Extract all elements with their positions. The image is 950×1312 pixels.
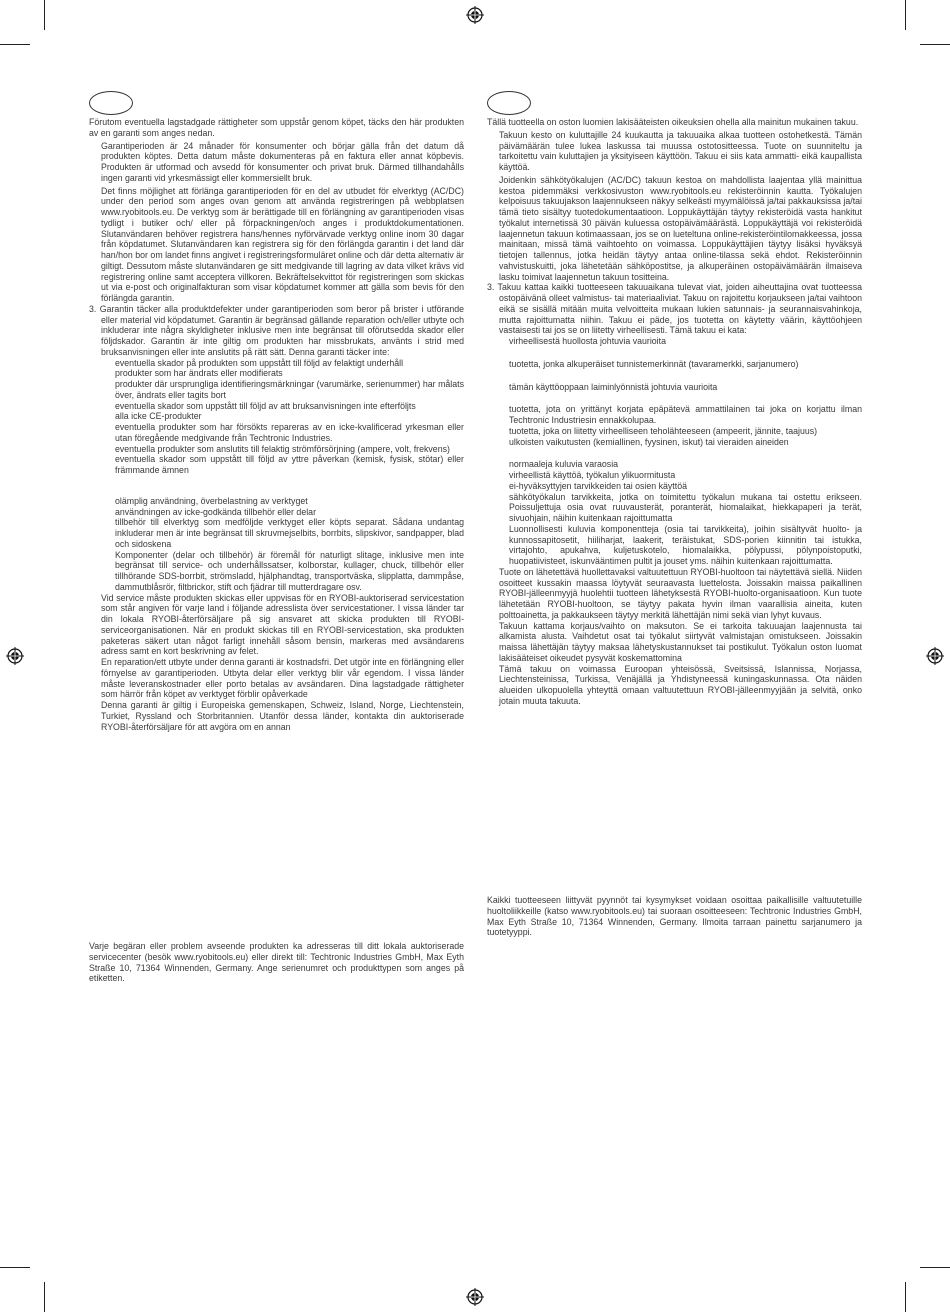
exclusion-item: tämän käyttöoppaan laiminlyönnistä johtuvia vaurioita xyxy=(509,381,718,392)
extended-warranty-paragraph: Det finns möjlighet att förlänga garantiperioden för en del av utbudet för elverktyg (AC/DC) under den period som anges ovan genom att använda registreringen på webbplatsen www.ryobitools.eu. De verktyg som är berättigade till en förlängning av garantiperioden visas tydligt i butiker och/ eller på förpackningen/och anges i produktdokumentationen. Slutanvändaren behöver registrera hans/hennes nyförvärvade verktyg online inom 30 dagar från köpdatumet. Slutanvändaren kan registrera sig för den förlängda garantin i det land där han/hon bor om landet finns angivet i registreringsformuläret online och där detta alternativ är giltigt. Dessutom måste slutanvändaren ge sitt medgivande till lagring av data vilket krävs vid registrering online samt acceptera villkoren. Bekräftelsekvittot för registreringen som skickas ut via e-post och originalfakturan som visar köpdatumet kommer att gälla som bevis för den förlängda garantin. xyxy=(101,185,464,303)
exclusion-item: tuotetta, jota on yrittänyt korjata epäpätevä ammattilainen tai joka on korjattu ilman Techtronic Industriesin ennakkolupaa. xyxy=(509,404,862,425)
exclusion-item: normaaleja kuluvia varaosia xyxy=(509,459,619,470)
validity-paragraph: Denna garanti är giltig i Europeiska gemenskapen, Schweiz, Island, Norge, Liechtenstein, Turkiet, Ryssland och Storbritannien. Utanför dessa länder, kontakta din auktoriserade RYOBI-återförsäljare för att avgöra om en annan xyxy=(101,700,464,732)
crop-mark xyxy=(920,1267,950,1268)
extended-warranty-paragraph: Joidenkin sähkötyökalujen (AC/DC) takuun kestoa on mahdollista laajentaa yllä mainittua kestoa pidemmäksi verkkosivuston www.ryobitools.eu rekisteröinnin kautta. Työkalujen kelpoisuus takuujakson laajennukseen näkyy selkeästi myymälöissä ja/tai pakkauksissa ja/tai tämä tieto sisältyy tuotedokumentaatioon. Loppukäyttäjän täytyy rekisteröidä vasta hankitut työkalut internetissä 30 päivän kuluessa ostopäivämäärästä. Loppukäyttäjä voi rekisteröidä laajennetun takuun kotimaassaan, jos se on lueteltuna online-rekisteröintilomakkeessa, jossa mainitaan, missä tämä vaihtoehto on voimassa. Loppukäyttäjien täytyy lisäksi hyväksyä tietojen tallennus, jotka heidän täytyy antaa online-tilassa sekä ehdot. Rekisteröinnin vahvistuskuitti, joka lähetetään sähköpostitse, ja alkuperäinen ostopäivämäärän ilmaiseva lasku toimivat laajennetun takuun tositteina. xyxy=(499,174,862,282)
swedish-contact-footer: Varje begäran eller problem avseende produkten ka adresseras till ditt lokala auktoriserade servicecenter (besök www.ryobitools.eu) eller direkt till: Techtronic Industries GmbH, Max Eyth Straße 10, 71364 Winnenden, Germany. Ange serienumret och produkttypen som anges på etiketten. xyxy=(89,941,464,984)
exclusion-item: Luonnollisesti kuluvia komponentteja (osia tai tarvikkeita), joihin sisältyvät huolto- ja kunnossapitosetit, hiiliharjat, laakerit, teräistukat, SDS-porien kiinnitin tai istukka, virtajohto, apukahva, kuljetuskotelo, hiomalaikka, pölypussi, pölynpoistoputki, huopatiivisteet, iskunvääntimen pultit ja jouset yms. näihin kuitenkaan rajoittumatta. xyxy=(509,523,862,566)
exclusion-item: Komponenter (delar och tillbehör) är föremål för naturligt slitage, inklusive men inte begränsat till service- och underhållssatser, kolborstar, kullager, chuck, tillbehör eller tillhörande SDS-borrbit, strömsladd, hjälphandtag, transportväska, slipplatta, dammpåse, dammutblåsrör, filtbrickor, stift och fjädrar till mutterdragare osv. xyxy=(115,549,464,592)
exclusion-item: eventuella skador som uppstått till följd av yttre påverkan (kemisk, fysisk, stötar) eller främmande ämnen xyxy=(115,454,464,475)
intro-paragraph: Tällä tuotteella on oston luomien lakisääteisten oikeuksien ohella alla mainitun mukainen takuu. xyxy=(487,117,859,127)
exclusion-item: tillbehör till elverktyg som medföljde verktyget eller köpts separat. Sådana undantag inkluderar men är inte begränsat till skruvmejselbits, borrbits, slipskivor, sandpapper, blad och sidoskena xyxy=(115,517,464,549)
exclusion-item: virheellisestä huollosta johtuvia vaurioita xyxy=(509,336,666,346)
registration-mark-icon xyxy=(926,647,944,665)
exclusion-item: eventuella produkter som anslutits till felaktig strömförsörjning (ampere, volt, frekvens) xyxy=(115,443,450,454)
exclusion-item: eventuella produkter som har försökts repareras av en icke-kvalificerad yrkesman eller utan föregående medgivande från Techtronic Industries. xyxy=(115,422,464,443)
registration-mark-icon xyxy=(6,647,24,665)
finnish-contact-footer: Kaikki tuotteeseen liittyvät pyynnöt tai kysymykset voidaan osoittaa paikallisille valtuutetuille huoltoliikkeille (katso www.ryobitools.eu) tai suoraan osoitteeseen: Techtronic Industries GmbH, Max Eyth Straße 10, 71364 Winnenden, Germany. Ilmoita tarraan painettu sarjanumero ja tuotetyyppi. xyxy=(487,895,862,938)
exclusion-item: ei-hyväksyttyjen tarvikkeiden tai osien käyttöä xyxy=(509,480,687,491)
exclusion-item: sähkötyökalun tarvikkeita, jotka on toimitettu työkalun mukana tai ostettu erikseen. Poissuljettuja osia ovat ruuvausterät, poranterät, hiomalaikat, hiekkapaperi ja terät, sivuohjain, näihin kuitenkaan rajoittumatta xyxy=(509,491,862,523)
service-paragraph: Tuote on lähetettävä huollettavaksi valtuutettuun RYOBI-huoltoon tai näytettävä siellä. Niiden osoitteet kussakin maassa löytyvät seuraavasta luettelosta. Joissakin maissa paikallinen RYOBI-jälleenmyyjä huolehtii tuotteen lähetyksestä RYOBI-huolto-organisaatioon. Kun tuote lähetetään RYOBI-huoltoon, se täytyy pakata hyvin ilman vaarallisia aineita, kuten polttoainetta, ja pakkaukseen täytyy merkitä lähettäjän nimi sekä vian lyhyt kuvaus. xyxy=(499,566,862,620)
crop-mark xyxy=(0,1267,30,1268)
crop-mark xyxy=(44,1282,45,1312)
exclusion-item: ulkoisten vaikutusten (kemiallinen, fyysinen, iskut) tai vieraiden aineiden xyxy=(509,436,789,447)
exclusion-item: produkter där ursprungliga identifieringsmärkningar (varumärke, serienummer) har målats över, ändrats eller tagits bort xyxy=(115,379,464,400)
language-badge xyxy=(89,91,133,115)
exclusion-item: olämplig användning, överbelastning av verktyget xyxy=(115,495,308,506)
repair-paragraph: En reparation/ett utbyte under denna garanti är kostnadsfri. Det utgör inte en förlängning eller förnyelse av garantiperioden. Utbyta delar eller verktyg blir vår egendom. I vissa länder måste leveranskostnader eller porto betalas av avsändaren. Dina lagstadgade rättigheter som härrör från köpet av verktyget förblir opåverkade xyxy=(101,657,464,700)
exclusion-item: virheellistä käyttöä, työkalun ylikuormitusta xyxy=(509,470,676,480)
service-paragraph: Vid service måste produkten skickas eller uppvisas för en RYOBI-auktoriserad servicestation som står angiven för varje land i följande adresslista över servicestationer. I vissa länder tar din lokala RYOBI-återförsäljare på sig ansvaret att skicka produkten till RYOBI-serviceorganisationen. När en produkt skickas till en RYOBI-servicestation, ska produkten paketeras säkert utan något farligt innehåll såsom bensin, markeras med avsändarens adress samt en kort beskrivning av felet. xyxy=(101,592,464,657)
crop-mark xyxy=(905,0,906,30)
language-badge xyxy=(487,91,531,115)
swedish-warranty-column xyxy=(89,117,464,732)
crop-mark xyxy=(920,44,950,45)
repair-paragraph: Takuun kattama korjaus/vaihto on maksuton. Se ei tarkoita takuuajan laajennusta tai alkamista alusta. Vaihdetut osat tai työkalut siirtyvät valmistajan omistukseen. Joissakin maissa lähettäjän täytyy maksaa lähetyskustannukset tai postikulut. Työkalun oston luomat lakisääteiset oikeudet pysyvät koskemattomina xyxy=(499,620,862,663)
intro-paragraph: Förutom eventuella lagstadgade rättigheter som uppstår genom köpet, täcks den här produkten av en garanti som anges nedan. xyxy=(89,117,464,138)
crop-mark xyxy=(0,44,30,45)
warranty-period-paragraph: Takuun kesto on kuluttajille 24 kuukautta ja takuuaika alkaa tuotteen ostohetkestä. Tämän päivämäärän tulee lukea laskussa tai muussa ostotositteessa. Tuote on suunniteltu ja tarkoitettu vain kuluttajien ja yksityiseen käyttöön. Takuu ei siis kata ammatti- eikä kaupallista käyttöä. xyxy=(499,129,862,172)
exclusion-item: användningen av icke-godkända tillbehör eller delar xyxy=(115,506,316,517)
exclusion-item: tuotetta, joka on liitetty virheelliseen teholähteeseen (ampeerit, jännite, taajuus) xyxy=(509,425,818,436)
registration-mark-icon xyxy=(466,1288,484,1306)
validity-paragraph: Tämä takuu on voimassa Euroopan yhteisössä, Sveitsissä, Islannissa, Norjassa, Liechtensteinissa, Turkissa, Venäjällä ja Yhdistyneessä kuningaskunnassa. Ota näiden alueiden ulkopuolella yhteyttä omaan valtuutettuun RYOBI-jälleenmyyjään ja selvitä, onko jotain muuta takuuta. xyxy=(499,663,862,706)
exclusion-item: eventuella skador på produkten som uppstått till följd av felaktigt underhåll xyxy=(115,357,404,368)
exclusion-item: tuotetta, jonka alkuperäiset tunnistemerkinnät (tavaramerkki, sarjanumero) xyxy=(509,358,799,369)
warranty-period-paragraph: Garantiperioden är 24 månader för konsumenter och börjar gälla från det datum då produkten köptes. Detta datum måste dokumenteras på en faktura eller annat köpbevis. Produkten är utformad och avsedd för konsumenter och privat bruk. Därmed tillhandahålls ingen garanti vid yrkesmässigt eller kommersiellt bruk. xyxy=(101,140,464,183)
exclusion-item: eventuella skador som uppstått till följd av att bruksanvisningen inte efterföljts xyxy=(115,400,416,411)
exclusion-item: alla icke CE-produkter xyxy=(115,411,202,422)
coverage-paragraph: 3. Takuu kattaa kaikki tuotteeseen takuuaikana tulevat viat, joiden aiheuttajina ovat tuotteessa ostopäivänä olleet valmistus- tai materiaaliviat. Takuu on rajoitettu korjaukseen ja/tai vaihtoon eikä se sisällä mitään muita velvoitteita mukaan lukien satunnais- ja seurannaisvahinkoja, mutta rajoittumatta niihin. Takuu ei päde, jos tuotetta on käytetty väärin, käyttöohjeen vastaisesti tai jos se on liitetty virheellisesti. Tämä takuu ei kata: xyxy=(487,282,862,336)
crop-mark xyxy=(44,0,45,30)
registration-mark-icon xyxy=(466,6,484,24)
crop-mark xyxy=(905,1282,906,1312)
coverage-paragraph: 3. Garantin täcker alla produktdefekter under garantiperioden som beror på brister i utförande eller material vid köpdatumet. Garantin är begränsad gällande reparation och/eller utbyte och inkluderar inte några skyldigheter inklusive men inte begränsat till oförutsedda skador eller följdskador. Garantin är inte giltig om produkten har missbrukats, använts i strid med bruksanvisningen eller inte anslutits på rätt sätt. Denna garanti täcker inte: xyxy=(89,303,464,357)
exclusion-item: produkter som har ändrats eller modifierats xyxy=(115,368,283,379)
finnish-warranty-column xyxy=(487,117,862,707)
